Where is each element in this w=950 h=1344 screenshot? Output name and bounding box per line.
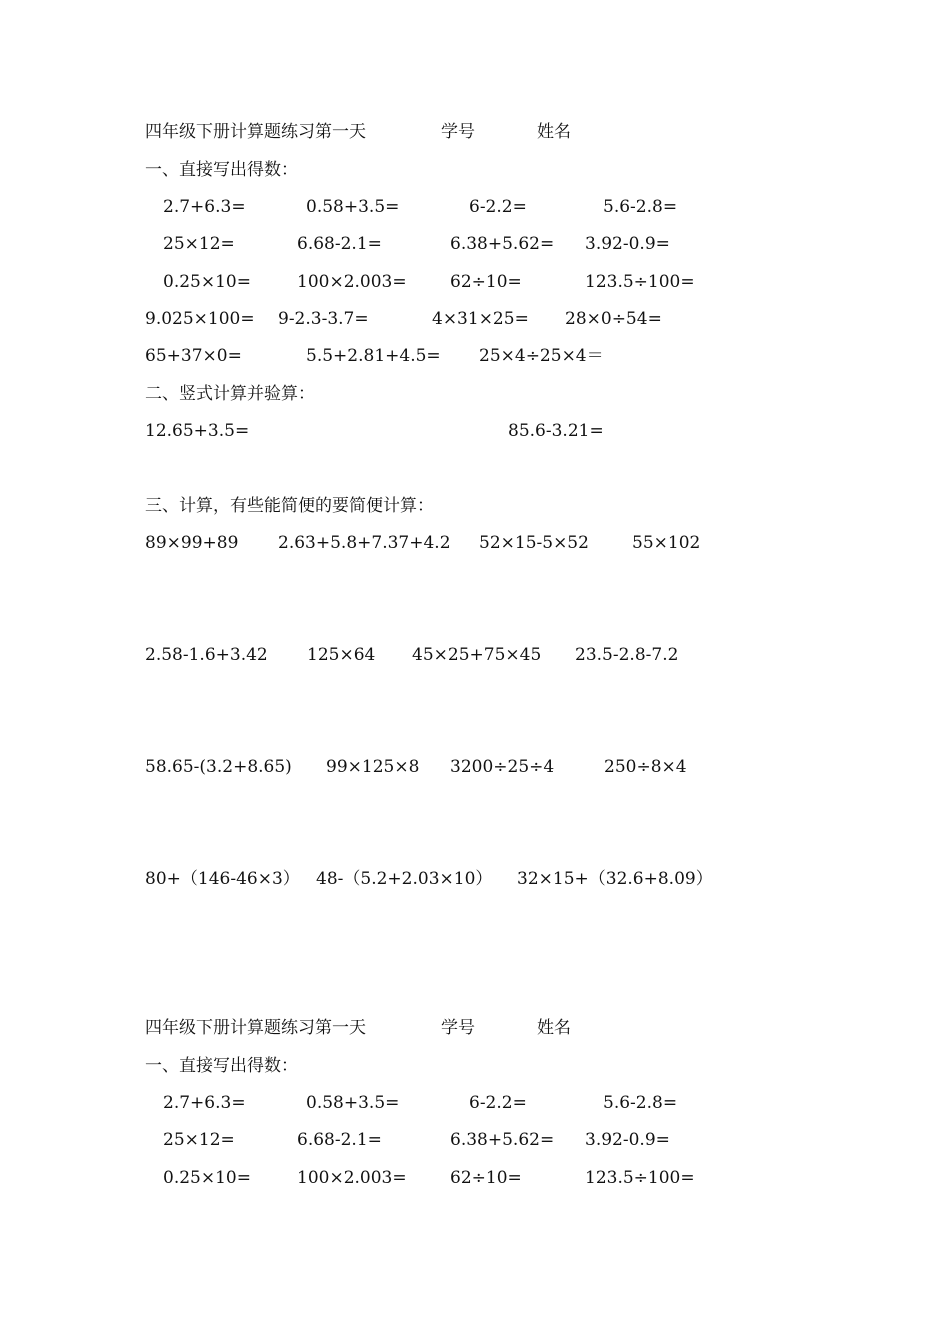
problem: 3200÷25÷4 — [450, 757, 555, 777]
problem: 6.38+5.62= — [450, 1130, 555, 1150]
worksheet-title: 四年级下册计算题练习第一天 — [145, 122, 366, 142]
worksheet-title: 四年级下册计算题练习第一天 — [145, 1018, 366, 1038]
student-id-label: 学号 — [441, 1018, 475, 1038]
problem: 9.025×100= — [145, 309, 255, 329]
student-id-label: 学号 — [441, 122, 475, 142]
problem: 100×2.003= — [297, 272, 407, 292]
student-name-label: 姓名 — [537, 122, 571, 142]
problem: 25×12= — [163, 1130, 235, 1150]
problem: 4×31×25= — [432, 309, 529, 329]
problem: 5.6-2.8= — [603, 1093, 678, 1113]
problem: 123.5÷100= — [585, 1168, 695, 1188]
problem: 89×99+89 — [145, 533, 239, 553]
problem: 25×12= — [163, 234, 235, 254]
problem: 85.6-3.21= — [508, 421, 604, 441]
problem: 0.58+3.5= — [306, 1093, 400, 1113]
problem: 125×64 — [307, 645, 376, 665]
problem: 55×102 — [632, 533, 701, 553]
section-heading-vertical: 二、竖式计算并验算： — [145, 384, 315, 404]
problem: 6.68-2.1= — [297, 234, 382, 254]
problem: 2.58-1.6+3.42 — [145, 645, 268, 665]
problem: 5.5+2.81+4.5= — [306, 346, 441, 366]
problem: 3.92-0.9= — [585, 234, 670, 254]
problem: 62÷10= — [450, 272, 522, 292]
problem: 123.5÷100= — [585, 272, 695, 292]
student-name-label: 姓名 — [537, 1018, 571, 1038]
problem: 6-2.2= — [469, 197, 527, 217]
section-heading-simplify: 三、计算，有些能简便的要简便计算： — [145, 496, 434, 516]
problem: 2.7+6.3= — [163, 197, 246, 217]
problem: 52×15-5×52 — [479, 533, 589, 553]
problem: 3.92-0.9= — [585, 1130, 670, 1150]
section-heading-direct: 一、直接写出得数： — [145, 160, 298, 180]
problem: 2.7+6.3= — [163, 1093, 246, 1113]
problem: 25×4÷25×4＝ — [479, 346, 604, 366]
problem: 45×25+75×45 — [412, 645, 542, 665]
problem: 48-（5.2+2.03×10） — [316, 869, 493, 889]
problem: 250÷8×4 — [604, 757, 687, 777]
problem: 32×15+（32.6+8.09） — [517, 869, 713, 889]
problem: 100×2.003= — [297, 1168, 407, 1188]
section-heading-direct: 一、直接写出得数： — [145, 1056, 298, 1076]
problem: 65+37×0= — [145, 346, 242, 366]
problem: 6.68-2.1= — [297, 1130, 382, 1150]
problem: 0.25×10= — [163, 272, 251, 292]
problem: 9-2.3-3.7= — [278, 309, 369, 329]
problem: 6-2.2= — [469, 1093, 527, 1113]
problem: 6.38+5.62= — [450, 234, 555, 254]
problem: 62÷10= — [450, 1168, 522, 1188]
problem: 5.6-2.8= — [603, 197, 678, 217]
problem: 99×125×8 — [326, 757, 420, 777]
problem: 0.58+3.5= — [306, 197, 400, 217]
problem: 28×0÷54= — [565, 309, 662, 329]
problem: 2.63+5.8+7.37+4.2 — [278, 533, 451, 553]
problem: 58.65-(3.2+8.65) — [145, 757, 292, 777]
problem: 0.25×10= — [163, 1168, 251, 1188]
problem: 80+（146-46×3） — [145, 869, 300, 889]
problem: 23.5-2.8-7.2 — [575, 645, 679, 665]
problem: 12.65+3.5= — [145, 421, 250, 441]
